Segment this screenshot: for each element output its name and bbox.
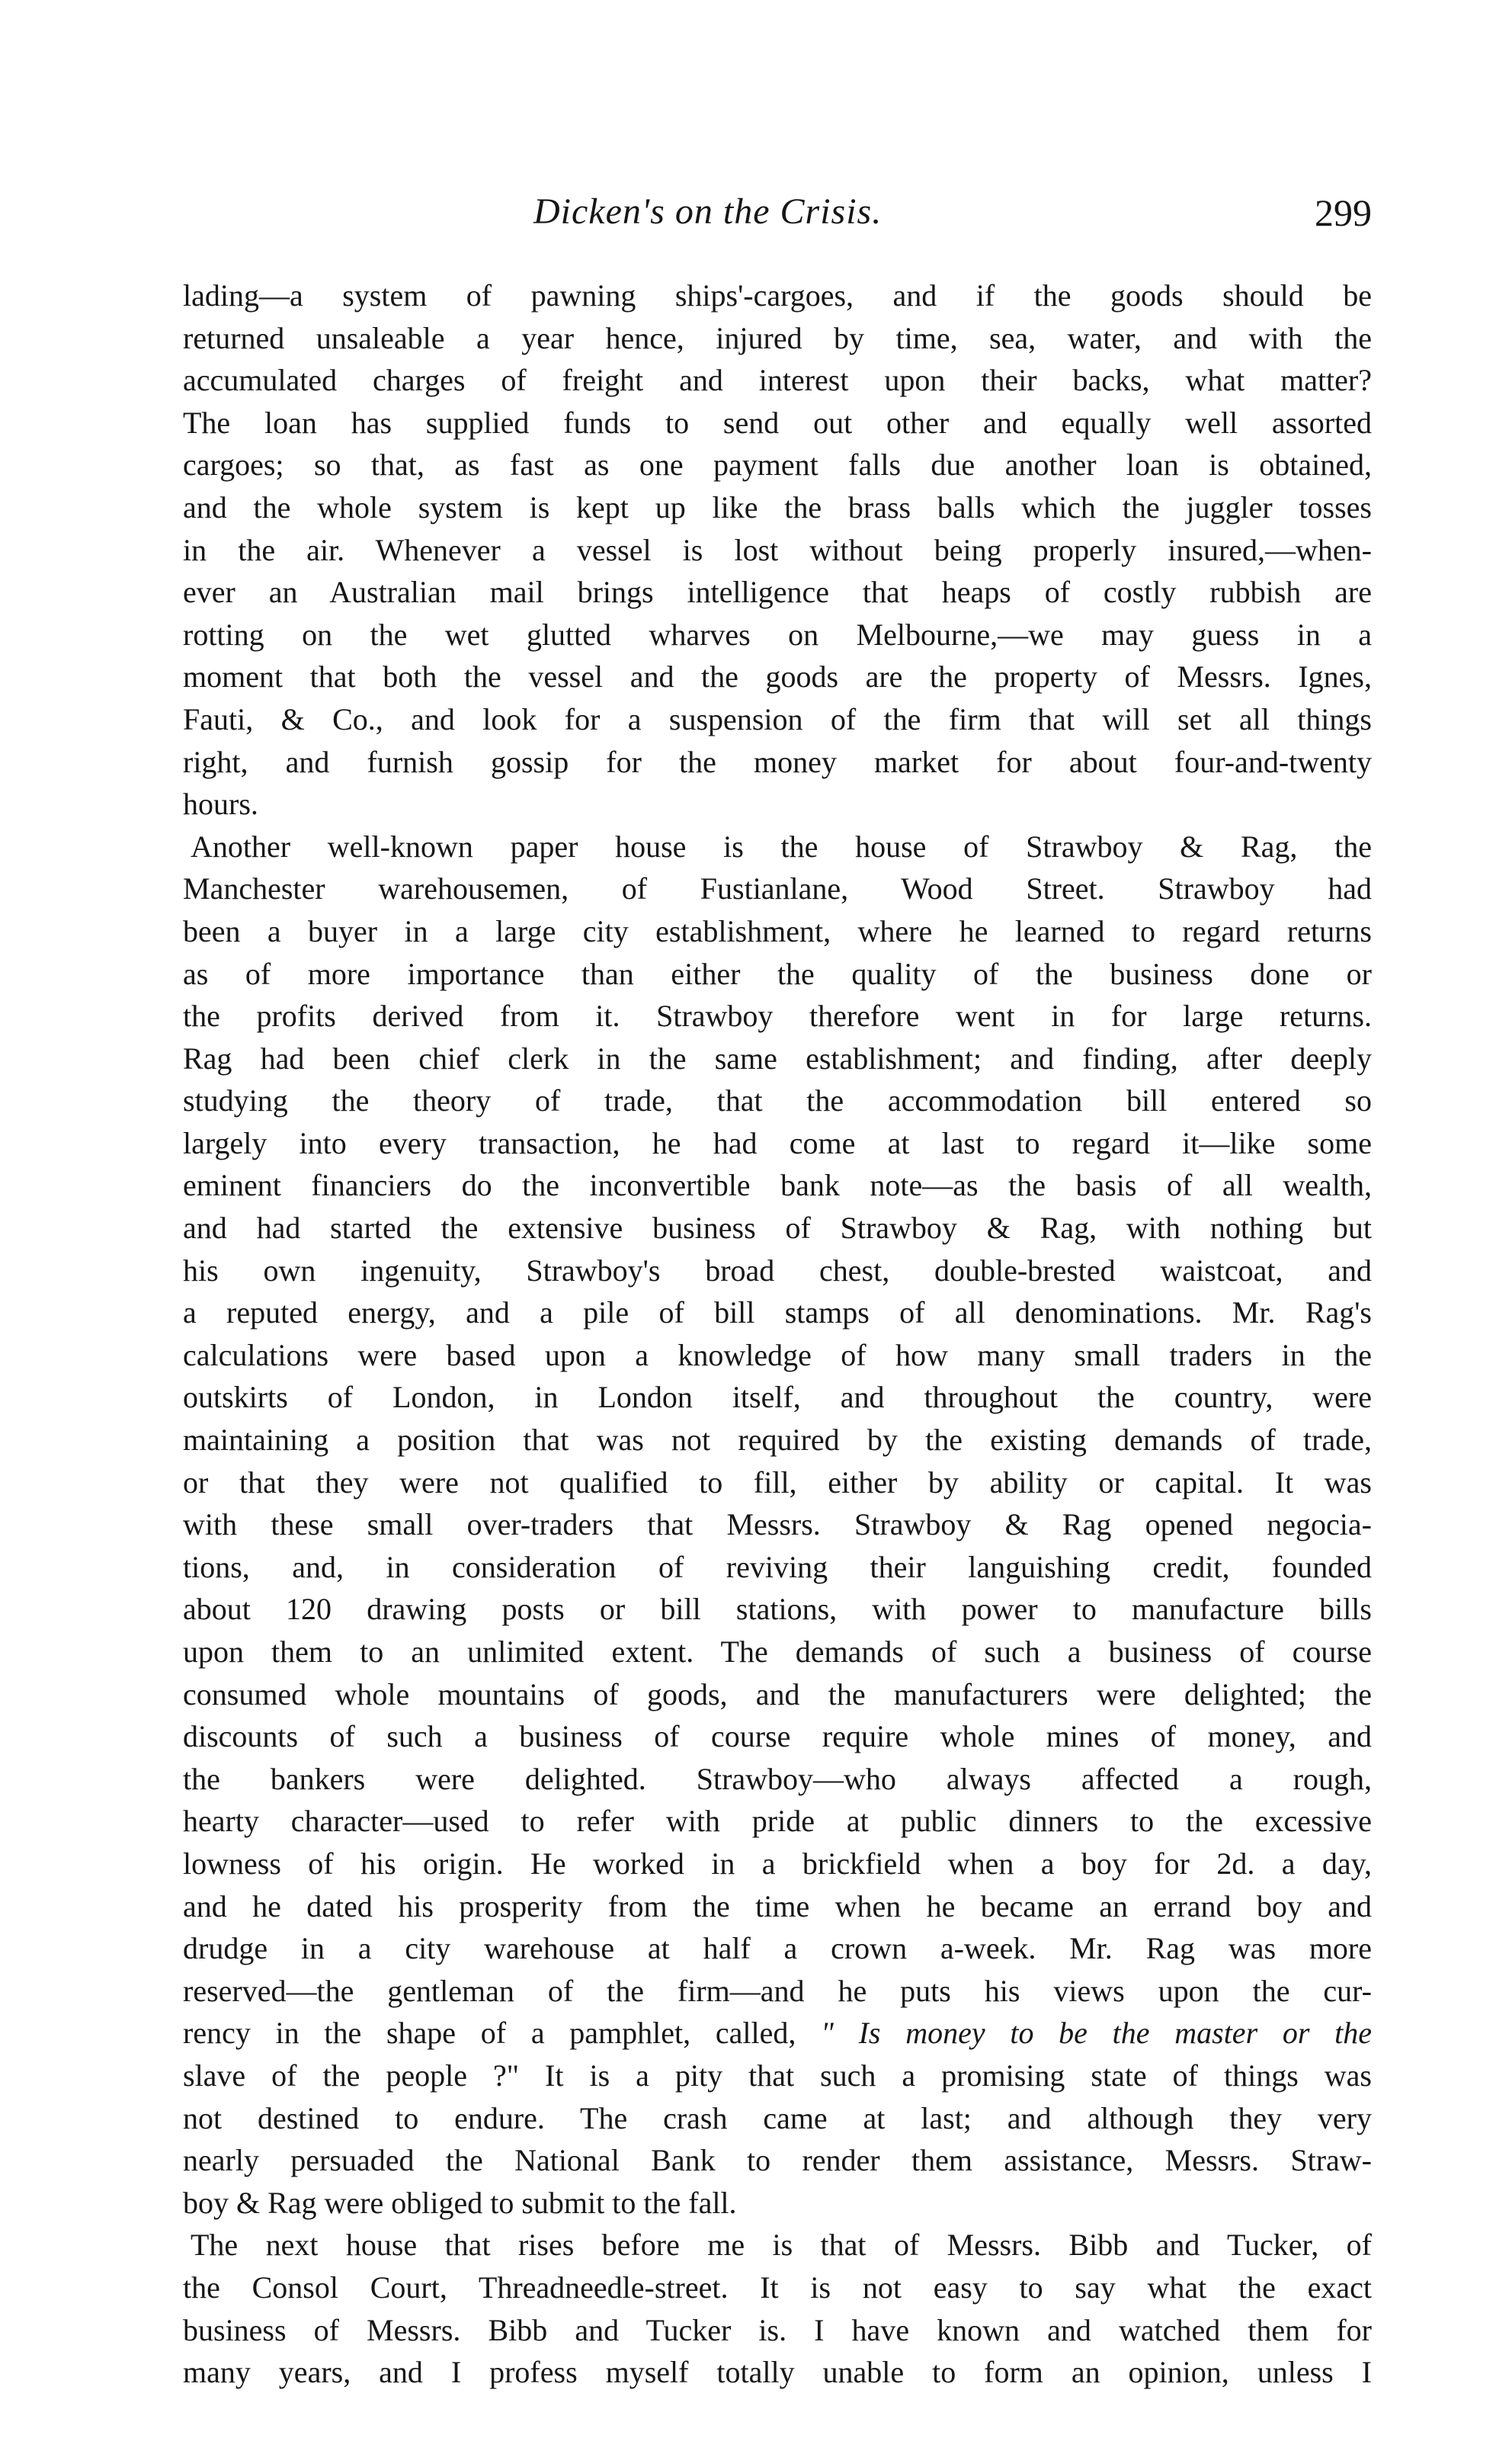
text-segment: rency in the shape of a pamphlet, called, (183, 2016, 796, 2051)
text-line: about 120 drawing posts or bill stations, with power to manufacture bills (183, 1592, 1372, 1627)
text-line: not destined to endure. The crash came at last; and although they very (183, 2100, 1372, 2135)
text-line: lading—a system of pawning ships'-cargoes, and if the goods should be (183, 278, 1372, 313)
text-line: drudge in a city warehouse at half a crown a-week. Mr. Rag was more (183, 1931, 1372, 1966)
text-line: in the air. Whenever a vessel is lost without being properly insured,—when- (183, 532, 1372, 567)
text-line: returned unsaleable a year hence, injured by time, sea, water, and with the (183, 320, 1372, 355)
text-line: and the whole system is kept up like the brass balls which the juggler tosses (183, 489, 1372, 524)
text-line: Another well-known paper house is the house of Strawboy & Rag, the (191, 829, 1372, 864)
text-line: maintaining a position that was not required by the existing demands of trade, (183, 1423, 1372, 1458)
text-line: consumed whole mountains of goods, and the manufacturers were delighted; the (183, 1676, 1372, 1711)
text-line: his own ingenuity, Strawboy's broad chest, double-brested waistcoat, and (183, 1253, 1372, 1288)
text-line: nearly persuaded the National Bank to render them assistance, Messrs. Straw- (183, 2143, 1372, 2178)
text-line: with these small over-traders that Messrs. Strawboy & Rag opened negocia- (183, 1507, 1372, 1542)
text-line: and he dated his prosperity from the time when he became an errand boy and (183, 1888, 1372, 1923)
pamphlet-title: " Is money to be the master or the (821, 2016, 1372, 2051)
text-line: the bankers were delighted. Strawboy—who always affected a rough, (183, 1761, 1372, 1796)
text-line: reserved—the gentleman of the firm—and he puts his views upon the cur- (183, 1973, 1372, 2008)
text-line: tions, and, in consideration of reviving their languishing credit, founded (183, 1549, 1372, 1584)
text-line: Fauti, & Co., and look for a suspension of the firm that will set all things (183, 701, 1372, 736)
running-title: Dicken's on the Crisis. (533, 191, 883, 232)
text-line: The next house that rises before me is that of Messrs. Bibb and Tucker, of (191, 2228, 1372, 2263)
text-line: and had started the extensive business of Strawboy & Rag, with nothing but (183, 1211, 1372, 1246)
text-line: been a buyer in a large city establishment, where he learned to regard returns (183, 913, 1372, 948)
text-line: the profits derived from it. Strawboy therefore went in for large returns. (183, 999, 1372, 1034)
text-line: moment that both the vessel and the goods are the property of Messrs. Ignes, (183, 659, 1372, 694)
text-line: Manchester warehousemen, of Fustianlane, Wood Street. Strawboy had (183, 871, 1372, 906)
text-line: ever an Australian mail brings intelligence that heaps of costly rubbish are (183, 575, 1372, 610)
text-line: many years, and I profess myself totally unable to form an opinion, unless I (183, 2355, 1372, 2390)
text-line: eminent financiers do the inconvertible bank note—as the basis of all wealth, (183, 1168, 1372, 1203)
text-line: the Consol Court, Threadneedle-street. It is not easy to say what the exact (183, 2270, 1372, 2305)
text-line: hours. (183, 787, 258, 822)
text-line: Rag had been chief clerk in the same establishment; and finding, after deeply (183, 1041, 1372, 1076)
text-line (183, 2012, 1372, 2055)
text-line: slave of the people ?" It is a pity that such a promising state of things was (183, 2058, 1372, 2093)
body-text (183, 274, 1372, 2394)
text-line: business of Messrs. Bibb and Tucker is. I have known and watched them for (183, 2312, 1372, 2347)
text-line: hearty character—used to refer with pride at public dinners to the excessive (183, 1804, 1372, 1839)
text-line: The loan has supplied funds to send out other and equally well assorted (183, 405, 1372, 440)
text-line: or that they were not qualified to fill, either by ability or capital. It was (183, 1464, 1372, 1500)
text-line: calculations were based upon a knowledge of how many small traders in the (183, 1337, 1372, 1372)
text-line: accumulated charges of freight and interest upon their backs, what matter? (183, 363, 1372, 398)
text-line: upon them to an unlimited extent. The demands of such a business of course (183, 1634, 1372, 1669)
text-line: rotting on the wet glutted wharves on Melbourne,—we may guess in a (183, 617, 1372, 652)
text-line: discounts of such a business of course require whole mines of money, and (183, 1719, 1372, 1754)
text-line: outskirts of London, in London itself, and throughout the country, were (183, 1380, 1372, 1415)
page-header (183, 191, 1372, 244)
text-line: largely into every transaction, he had come at last to regard it—like some (183, 1125, 1372, 1160)
text-line: a reputed energy, and a pile of bill stamps of all denominations. Mr. Rag's (183, 1295, 1372, 1330)
text-line: studying the theory of trade, that the accommodation bill entered so (183, 1083, 1372, 1118)
text-line: as of more importance than either the quality of the business done or (183, 956, 1372, 991)
page-number: 299 (1315, 191, 1372, 234)
text-line: boy & Rag were obliged to submit to the fall. (183, 2185, 737, 2220)
text-line: cargoes; so that, as fast as one payment falls due another loan is obtained, (183, 447, 1372, 483)
text-line: lowness of his origin. He worked in a brickfield when a boy for 2d. a day, (183, 1846, 1372, 1881)
text-line: right, and furnish gossip for the money market for about four-and-twenty (183, 744, 1372, 779)
